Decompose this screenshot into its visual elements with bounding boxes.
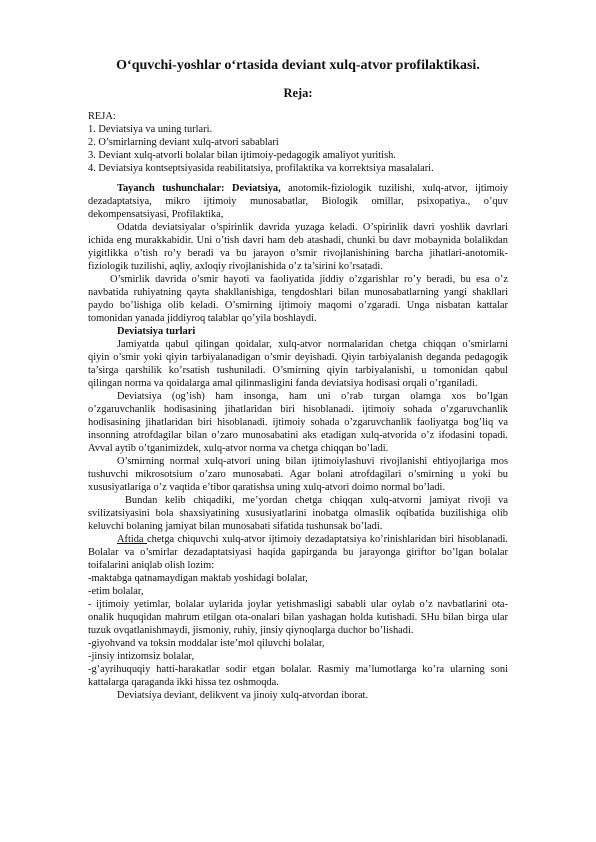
keywords-label: Tayanch tushunchalar: Deviatsiya, [117, 183, 281, 194]
underlined-word: Aftida [117, 534, 148, 545]
paragraph-line: qiyin o’smir yoki qiyin tarbiyalanadigan o’smir deyishadi. Qiyin tarbiyalanish deganda pedagogik [88, 352, 508, 363]
plan-heading: REJA: [88, 111, 116, 122]
paragraph-line [117, 533, 508, 546]
paragraph-line: tomonidan yanada jiddiyroq talablar qo’yila boshlaydi. [88, 313, 317, 324]
plan-item: 3. Deviant xulq-atvorli bolalar bilan ijtimoiy-pedagogik amaliyot yuritish. [88, 150, 396, 161]
plan-item: 4. Deviatsiya kontseptsiyasida reabilitatsiya, profilaktika va korrektsiya masalalari. [88, 163, 434, 174]
paragraph-line: Deviatsiya (og’ish) ham insonga, ham uni o’rab turgan olamga xos bo’lgan [117, 391, 508, 402]
list-item: -maktabga qatnamaydigan maktab yoshidagi bolalar, [88, 573, 308, 584]
keywords-line: dezadaptatsiya, mikro ijtimoiy munosabatlar, Biologik omillar, psixopatiya., o’quv [88, 196, 508, 207]
keywords-text: anotomik-fiziologik tuzilishi, xulq-atvor, ijtimoiy [280, 183, 509, 194]
paragraph-text: chetga chiquvchi xulq-atvor ijtimoiy dezadaptatsiya ko’rinishlaridan biri hisoblanadi. [147, 534, 508, 545]
paragraph-line: O’smirlik davrida o’smir hayoti va faoliyatida jiddiy o’zgarishlar ro’y beradi, bu esa o’z [110, 274, 508, 285]
paragraph-line: toifalarini aniqlab olish lozim: [88, 560, 215, 571]
paragraph-line: hodisasining jihatlaridan biri hisoblanadi. ijtimoiy sohada o’zgaruvchanlik faoliyatga bog’liq va [88, 417, 508, 428]
paragraph-line: Jamiyatda qabul qilingan qoidalar, xulq-atvor normalaridan chetga chiqqan o’smirlarni [117, 339, 508, 350]
plan-subtitle: Reja: [283, 86, 313, 100]
paragraph-line: ta’sirga qarshilik ko’rsatish tushuniladi. O’smirning qiyin tarbiyalanishi, u tomonidan qabul [88, 365, 508, 376]
document-title: O‘quvchi-yoshlar o‘rtasida deviant xulq-atvor profilaktikasi. [116, 58, 480, 73]
paragraph-line: Odatda deviatsiyalar o’spirinlik davrida yuzaga keladi. O’spirinlik davri yoshlik davrlari [117, 222, 508, 233]
paragraph-line: insonning atrofdagilar bilan o’zaro munosabatini aks etadigan xulq-atvorida o’z ifodasini topadi. [88, 430, 508, 441]
list-item: -jinsiy intizomsiz bolalar, [88, 651, 195, 662]
paragraph-line: ichida eng murakkabidir. Uni o’tish davri ham deb atashadi, chunki bu davr mobaynida bolalikdan [88, 235, 508, 246]
paragraph-line: navbatida ruhiyatning qayta shakllanishiga, tengdoshlari bilan munosabatlarning yangi shakllari [88, 287, 508, 298]
section-heading: Deviatsiya turlari [117, 326, 196, 337]
closing-line: Deviatsiya deviant, delikvent va jinoiy xulq-atvordan iborat. [117, 690, 369, 701]
paragraph-line: O’smirning normal xulq-atvori uning bilan ijtimoiylashuvi rivojlanishi ehtiyojlariga mos [117, 456, 508, 467]
list-item: -giyohvand va toksin moddalar iste’mol qiluvchi bolalar, [88, 638, 325, 649]
paragraph-line: xususiyatlariga o’z vaqtida e’tibor qaratishsa uning xulq-atvori doimo normal bo’ladi. [88, 482, 446, 493]
paragraph-line: svilizatsiyasini bola shaxsiyatining xususiyatlarini inobatga olmaslik oqibatida buzilishiga olib [88, 508, 508, 519]
list-item: -g’ayrihuquqiy hatti-harakatlar sodir etgan bolalar. Rasmiy ma’lumotlarga ko’ra ularning soni [88, 664, 508, 675]
list-item: - ijtimoiy yetimlar, bolalar uylarida joylar yetishmasligi sababli ular oylab o’z navbatlarini ota- [88, 599, 508, 610]
paragraph-line: yigitlikka o’tish ro’y beradi va bu jarayon o’smir rivojlanishining barcha jihatlari-anotomik- [88, 248, 508, 259]
paragraph-line: tushuvchi mikrosotsium o’zaro munosabati. Agar bolani atrofdagilari o’smirning u yoki bu [88, 469, 508, 480]
list-item: -etim bolalar, [88, 586, 144, 597]
plan-item: 2. O’smirlarning deviant xulq-atvori sabablari [88, 137, 279, 148]
paragraph-line: keluvchi bolaning jamiyat bilan munosabati sifatida tushunsak bo’ladi. [88, 521, 383, 532]
paragraph-line: fiziologik tuzilishi, aqliy, axloqiy rivojlanishida o’z ta’sirini ko’rsatadi. [88, 261, 383, 272]
paragraph-line: Bundan kelib chiqadiki, me’yordan chetga chiqqan xulq-atvorni jamiyat rivoji va [125, 495, 508, 506]
paragraph-line: qilingan norma va qoidalarga amal qilinmasligini fanda deviatsiya hodisasi orqali o’rganiladi. [88, 378, 478, 389]
list-item: onalik huquqidan mahrum etilgan ota-onalari bilan yashagan holda kutishadi. SHu bilan birga ular [88, 612, 508, 623]
list-item: tuzuk ovqatlanishmaydi, jismoniy, ruhiy, jinsiy qiynoqlarga duchor bo’lishadi. [88, 625, 414, 636]
keywords-line: dekompensatsiyasi, Profilaktika, [88, 209, 224, 220]
paragraph-line: paydo bo’lishiga olib keladi. O’smirning ijtimoiy maqomi o’zgaradi. Unga nisbatan kattalar [88, 300, 508, 311]
keywords-line [117, 182, 508, 195]
paragraph-line: Bolalar va o’smirlar dezadaptatsiyasi haqida gapirganda bu jarayonga giriftor bo’lgan bolalar [88, 547, 508, 558]
list-item: kattalarga qaraganda ikki hissa tez oshmoqda. [88, 677, 279, 688]
paragraph-line: o’zgaruvchanlik hodisasining jihatlaridan biri hisoblanadi. ijtimoiy sohada o’zgaruvchanlik [88, 404, 508, 415]
paragraph-line: Avval aytib o’tganimizdek, xulq-atvor norma va chetga chiqqan bo’ladi. [88, 443, 389, 454]
plan-item: 1. Deviatsiya va uning turlari. [88, 124, 213, 135]
